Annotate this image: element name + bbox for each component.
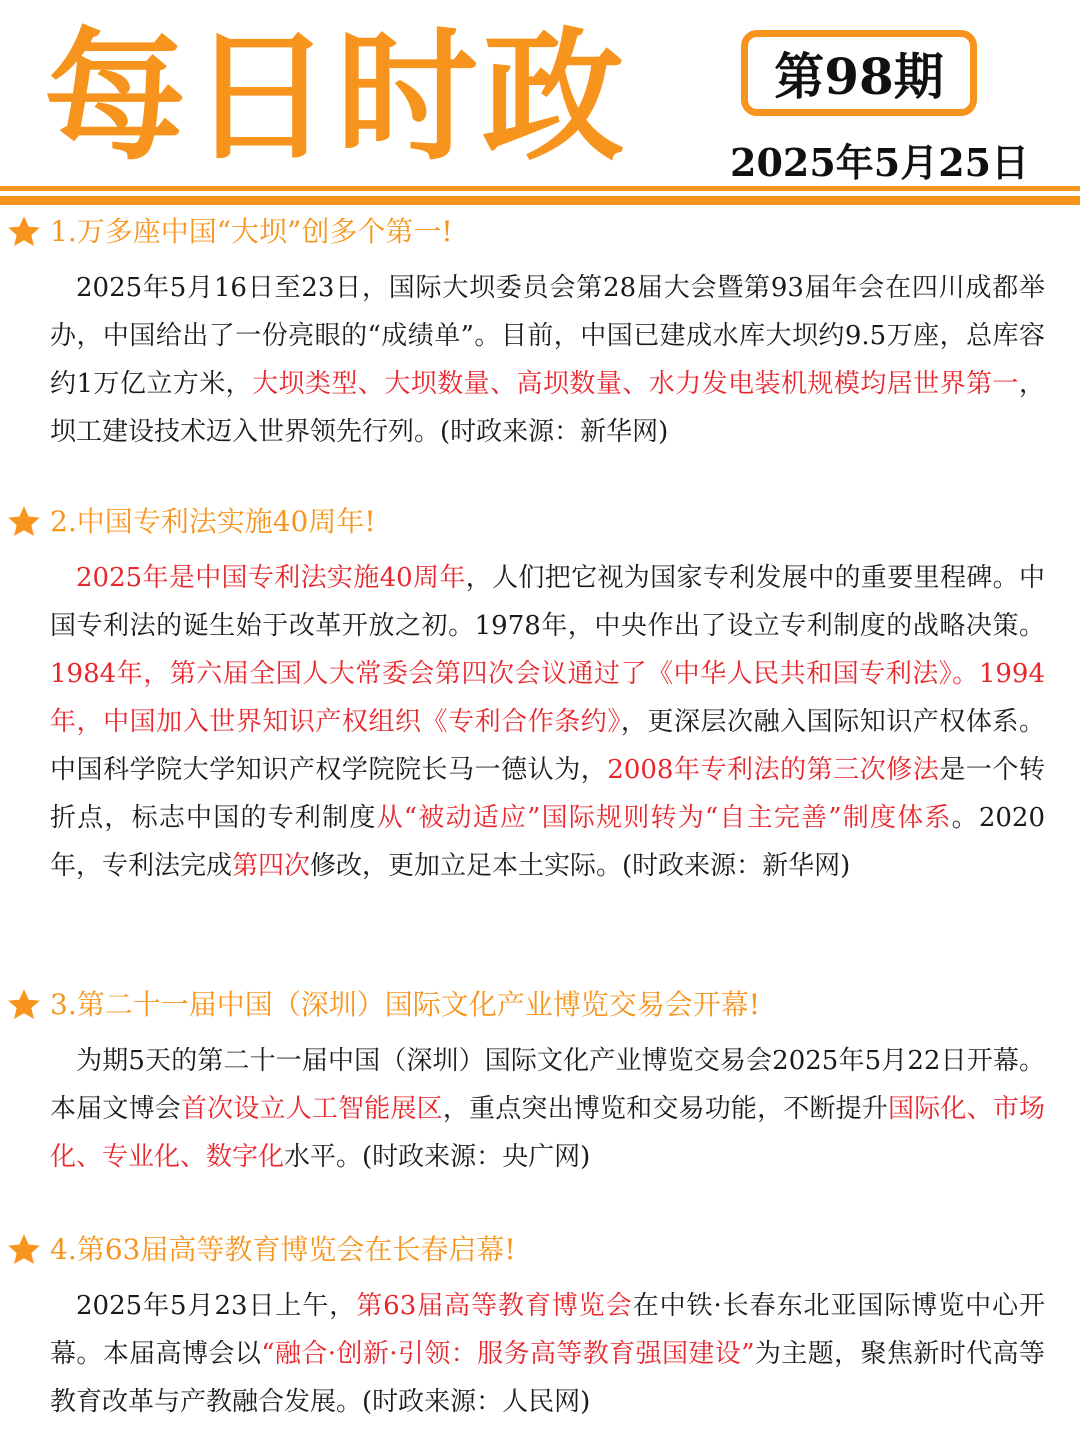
section-header <box>0 500 1080 544</box>
body-text: 。2020年，专利法完成 <box>50 803 1046 881</box>
star-icon <box>6 1232 42 1268</box>
body-text: 2025年5月23日上午， <box>76 1291 357 1321</box>
body-text: 是一个转折点，标志中国的专利制度 <box>50 755 1045 833</box>
body-text: ，坝工建设技术迈入世界领先行列。(时政来源：新华网) <box>50 369 1045 447</box>
body-text: 2025年5月16日至23日，国际大坝委员会第28届大会暨第93届年会在四川成都举办，中国给出了一份亮眼的“成绩单”。目前，中国已建成水库大坝约9.5万座，总库容约1万亿立方米， <box>50 273 1045 399</box>
header-divider-thick <box>0 196 1080 205</box>
body-text: 为主题，聚焦新时代高等教育改革与产教融合发展。(时政来源：人民网) <box>50 1339 1045 1417</box>
highlight-text: 第63届高等教育博览会 <box>356 1291 633 1321</box>
section-body <box>50 1282 1045 1426</box>
news-section-2 <box>0 500 1080 890</box>
news-section-3 <box>0 983 1080 1181</box>
issue-number: 第98期 <box>774 47 944 106</box>
highlight-text: “融合·创新·引领：服务高等教育强国建设” <box>261 1339 755 1369</box>
body-text: 为期5天的第二十一届中国（深圳）国际文化产业博览交易会2025年5月22日开幕。本届文博会 <box>50 1046 1045 1124</box>
header-divider-thin <box>0 186 1080 191</box>
issue-badge <box>741 30 977 116</box>
highlight-text: 2025年是中国专利法实施40周年 <box>76 563 466 593</box>
star-icon <box>6 214 42 250</box>
news-section-4 <box>0 1228 1080 1426</box>
body-text: ，重点突出博览和交易功能，不断提升 <box>442 1094 889 1124</box>
highlight-text: 国际化、市场化、专业化、数字化 <box>50 1094 1045 1172</box>
star-icon <box>6 504 42 540</box>
section-header <box>0 210 1080 254</box>
star-icon <box>6 987 42 1023</box>
body-text: 修改，更加立足本土实际。(时政来源：新华网) <box>310 851 851 881</box>
section-title: 3.第二十一届中国（深圳）国际文化产业博览交易会开幕! <box>50 988 760 1021</box>
section-title: 1.万多座中国“大坝”创多个第一! <box>50 215 453 248</box>
section-body <box>50 1037 1045 1181</box>
highlight-text: 首次设立人工智能展区 <box>180 1094 443 1124</box>
section-title: 4.第63届高等教育博览会在长春启幕! <box>50 1233 516 1266</box>
header <box>0 0 1080 200</box>
page-title: 每日时政 <box>44 15 628 180</box>
issue-date: 2025年5月25日 <box>730 140 1030 185</box>
body-text: ，更深层次融入国际知识产权体系。中国科学院大学知识产权学院院长马一德认为， <box>50 707 1045 785</box>
section-title: 2.中国专利法实施40周年! <box>50 505 376 538</box>
highlight-text: 2008年专利法的第三次修法 <box>607 755 940 785</box>
highlight-text: 大坝类型、大坝数量、高坝数量、水力发电装机规模均居世界第一 <box>252 369 1019 399</box>
highlight-text: 1984年，第六届全国人大常委会第四次会议通过了《中华人民共和国专利法》。1994年，中国加入世界知识产权组织《专利合作条约》 <box>50 659 1045 737</box>
body-text: 水平。(时政来源：央广网) <box>284 1142 591 1172</box>
section-header <box>0 1228 1080 1272</box>
news-section-1 <box>0 210 1080 456</box>
section-body <box>50 554 1045 890</box>
body-text: 在中铁·长春东北亚国际博览中心开幕。本届高博会以 <box>50 1291 1046 1369</box>
body-text: ，人们把它视为国家专利发展中的重要里程碑。中国专利法的诞生始于改革开放之初。1978年，中央作出了设立专利制度的战略决策。 <box>50 563 1045 641</box>
section-body <box>50 264 1045 456</box>
highlight-text: 从“被动适应”国际规则转为“自主完善”制度体系 <box>376 803 952 833</box>
highlight-text: 第四次 <box>232 851 311 881</box>
section-header <box>0 983 1080 1027</box>
